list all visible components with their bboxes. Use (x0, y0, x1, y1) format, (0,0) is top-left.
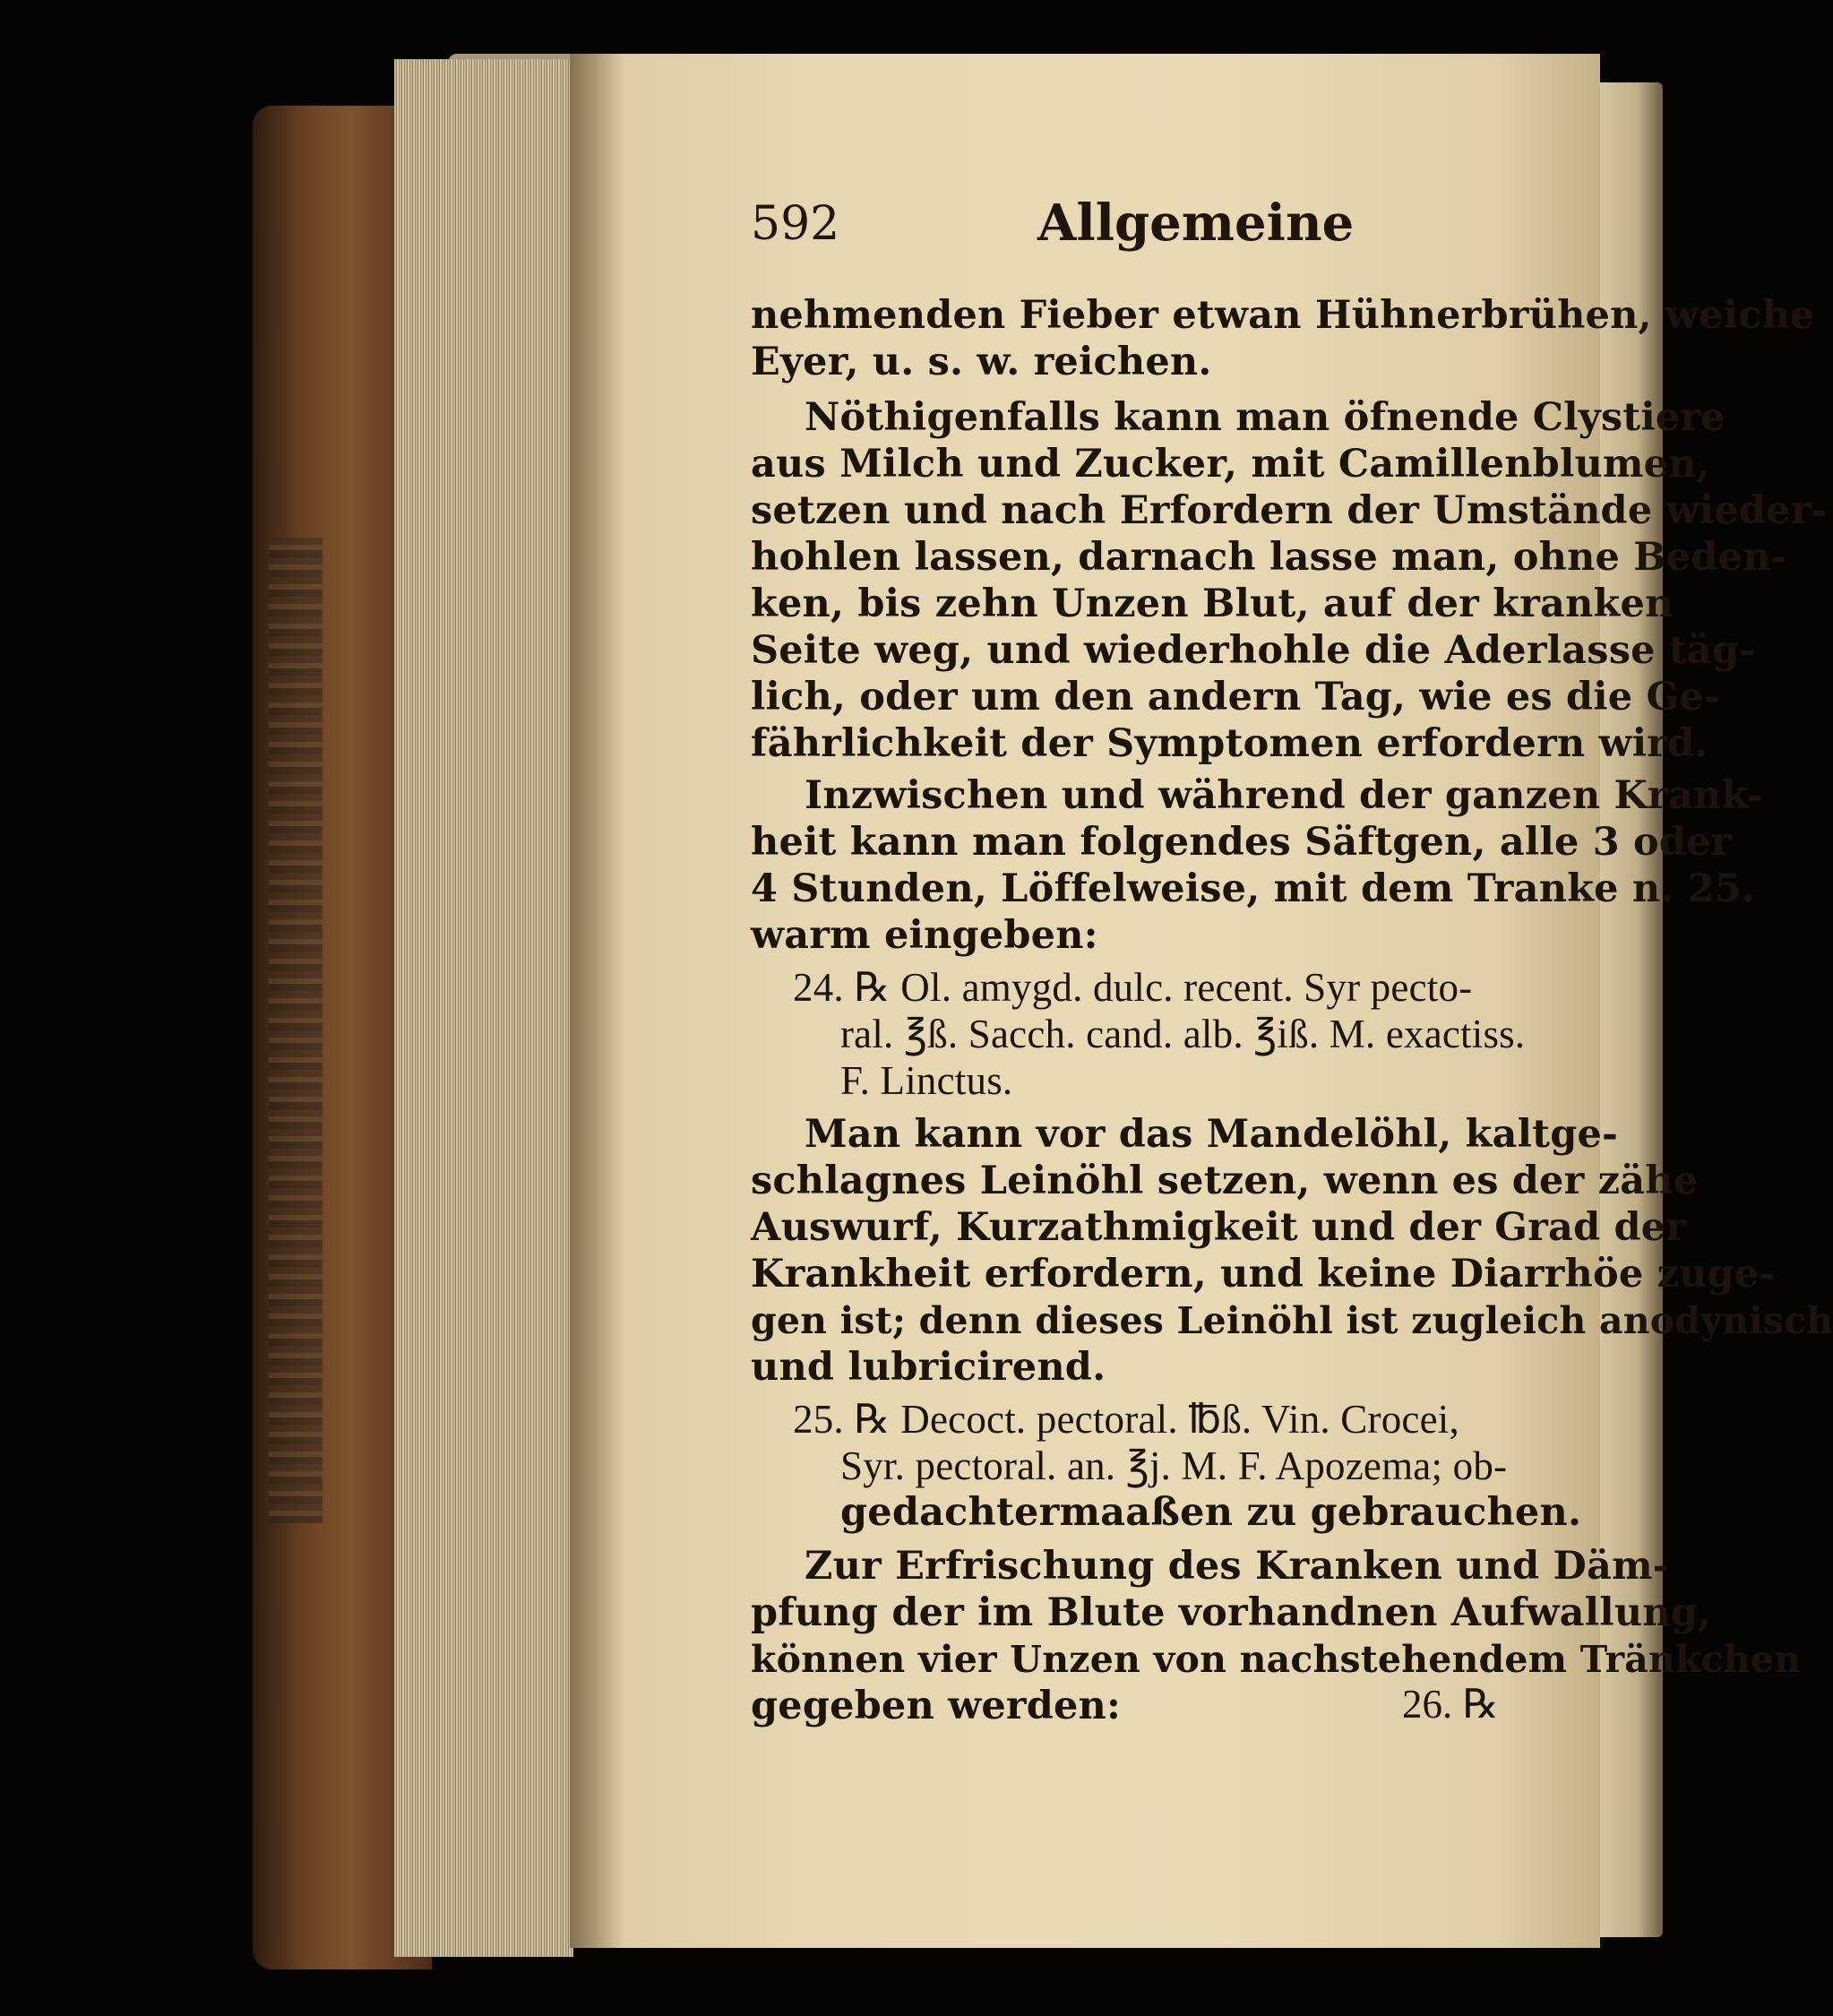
text-line: setzen und nach Erfordern der Umstände wieder- (751, 488, 1828, 533)
text-line: pfung der im Blute vorhandnen Aufwallung, (751, 1590, 1712, 1635)
text-line: hohlen lassen, darnach lasse man, ohne Beden- (751, 535, 1787, 580)
text-line: fährlichkeit der Symptomen erfordern wird. (751, 721, 1708, 766)
text-line: und lubricirend. (751, 1345, 1106, 1390)
text-line: Inzwischen und während der ganzen Krank- (805, 773, 1763, 818)
text-line: Auswurf, Kurzathmigkeit und der Grad der (751, 1205, 1687, 1250)
recipe-line: F. Linctus. (840, 1058, 1013, 1103)
text-line: Krankheit erfordern, und keine Diarrhöe zuge- (751, 1252, 1776, 1297)
text-line: gen ist; denn dieses Leinöhl ist zugleich anodynisch (751, 1299, 1833, 1342)
text-line: aus Milch und Zucker, mit Camillenblumen, (751, 442, 1710, 487)
recipe-line: 24. ℞ Ol. amygd. dulc. recent. Syr pecto- (793, 965, 1473, 1010)
text-line: können vier Unzen von nachstehendem Tränkchen (751, 1638, 1802, 1681)
recipe-line: gedachtermaaßen zu gebrauchen. (840, 1490, 1582, 1535)
page-number: 592 (751, 197, 840, 251)
recipe-line: ral. ℥ß. Sacch. cand. alb. ℥iß. M. exactiss. (840, 1012, 1526, 1056)
text-line: Seite weg, und wiederhohle die Aderlasse täg- (751, 628, 1756, 673)
text-line: Zur Erfrischung des Kranken und Däm- (805, 1544, 1669, 1589)
text-line: lich, oder um den andern Tag, wie es die Ge- (751, 675, 1721, 719)
text-line: gegeben werden: (751, 1684, 1122, 1728)
text-line: Man kann vor das Mandelöhl, kaltge- (805, 1112, 1619, 1157)
text-line: Eyer, u. s. w. reichen. (751, 340, 1212, 384)
text-line: nehmenden Fieber etwan Hühnerbrühen, weiche (751, 293, 1815, 338)
text-line: ken, bis zehn Unzen Blut, auf der kranken (751, 582, 1674, 626)
catchword: 26. ℞ (1402, 1682, 1499, 1727)
text-line: warm eingeben: (751, 913, 1098, 958)
running-title: Allgemeine (1037, 194, 1355, 253)
text-line: heit kann man folgendes Säftgen, alle 3 oder (751, 820, 1732, 865)
text-line: 4 Stunden, Löffelweise, mit dem Tranke n. 25. (751, 866, 1756, 911)
text-line: Nöthigenfalls kann man öfnende Clystiere (805, 395, 1725, 440)
recipe-line: 25. ℞ Decoct. pectoral. ℔ß. Vin. Crocei, (793, 1397, 1459, 1442)
text-line: schlagnes Leinöhl setzen, wenn es der zähe (751, 1159, 1699, 1203)
recipe-line: Syr. pectoral. an. ℥j. M. F. Apozema; ob- (840, 1443, 1508, 1488)
